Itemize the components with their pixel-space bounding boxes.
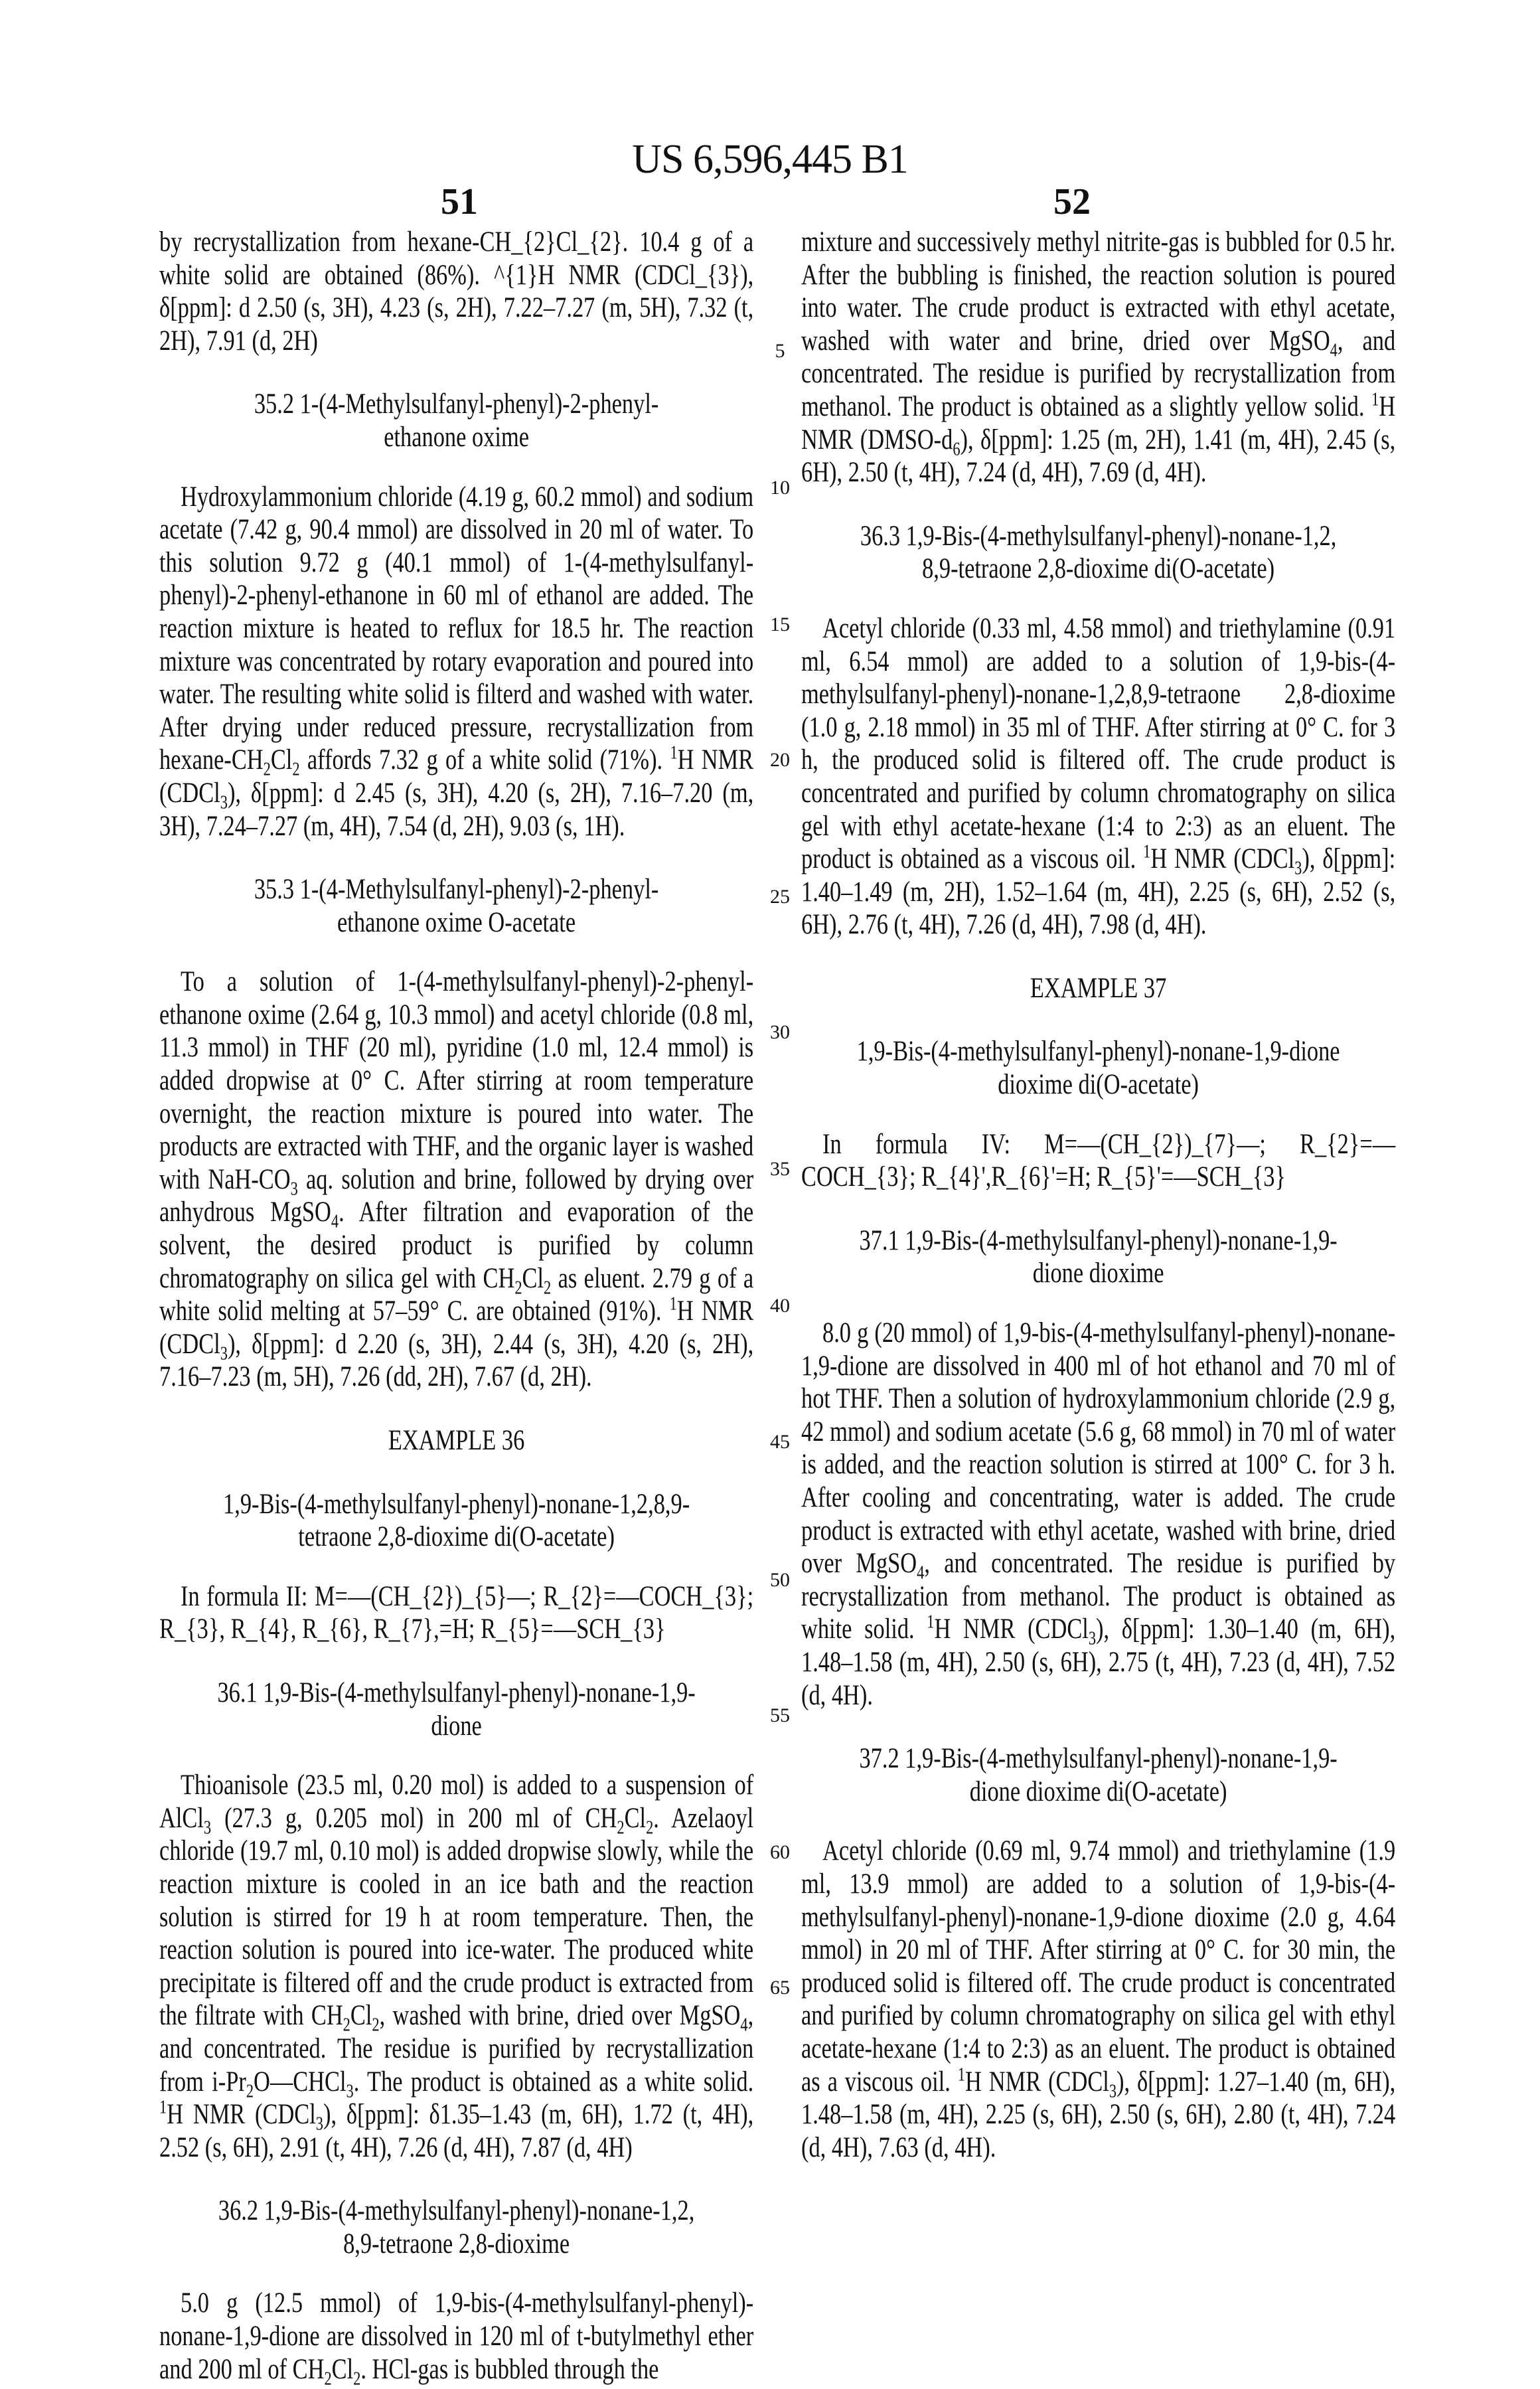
heading-line: 37.1 1,9-Bis-(4-methylsulfanyl-phenyl)-nonane-1,9- (801, 1224, 1395, 1258)
line-number: 55 (767, 1704, 793, 1727)
heading-line: 37.2 1,9-Bis-(4-methylsulfanyl-phenyl)-nonane-1,9- (801, 1742, 1395, 1775)
heading-line: 35.3 1-(4-Methylsulfanyl-phenyl)-2-phenyl- (159, 873, 753, 906)
paragraph: 8.0 g (20 mmol) of 1,9-bis-(4-methylsulfanyl-phenyl)-nonane-1,9-dione are dissolved in 400 ml of hot ethanol and 70 ml of hot THF. Then a solution of hydroxylammonium chloride (2.9 g, 42 mmol) and sodium acetate (5.6 g, 68 mmol) in 70 ml of water is added, and the reaction solution is stirred at 100° C. for 3 h. After cooling and concentrating, water is added. The crude product is extracted with ethyl acetate, washed with brine, dried over MgSO4, and concentrated. The residue is purified by recrystallization from methanol. The product is obtained as white solid. 1H NMR (CDCl3), δ[ppm]: 1.30–1.40 (m, 6H), 1.48–1.58 (m, 4H), 2.50 (s, 6H), 2.75 (t, 4H), 7.23 (d, 4H), 7.52 (d, 4H). (801, 1317, 1395, 1712)
heading-line: tetraone 2,8-dioxime di(O-acetate) (159, 1521, 753, 1554)
heading-line: 36.2 1,9-Bis-(4-methylsulfanyl-phenyl)-nonane-1,2, (159, 2194, 753, 2228)
paragraph: mixture and successively methyl nitrite-gas is bubbled for 0.5 hr. After the bubbling is finished, the reaction solution is poured into water. The crude product is extracted with ethyl acetate, washed with water and brine, dried over MgSO4, and concentrated. The residue is purified by recrystallization from methanol. The product is obtained as a slightly yellow solid. 1H NMR (DMSO-d6), δ[ppm]: 1.25 (m, 2H), 1.41 (m, 4H), 2.45 (s, 6H), 2.50 (t, 4H), 7.24 (d, 4H), 7.69 (d, 4H). (801, 226, 1395, 489)
section-heading (159, 388, 753, 453)
heading-line: dione (159, 1710, 753, 1743)
paragraph: In formula II: M=—(CH_{2})_{5}—; R_{2}=—COCH_{3}; R_{3}, R_{4}, R_{6}, R_{7},=H; R_{5}=—SCH_{3} (159, 1580, 753, 1646)
paragraph: Hydroxylammonium chloride (4.19 g, 60.2 mmol) and sodium acetate (7.42 g, 90.4 mmol) are dissolved in 20 ml of water. To this solution 9.72 g (40.1 mmol) of 1-(4-methylsulfanyl-phenyl)-2-phenyl-ethanone in 60 ml of ethanol are added. The reaction mixture is heated to reflux for 18.5 hr. The reaction mixture was concentrated by rotary evaporation and poured into water. The resulting white solid is filterd and washed with water. After drying under reduced pressure, recrystallization from hexane-CH2Cl2 affords 7.32 g of a white solid (71%). 1H NMR (CDCl3), δ[ppm]: d 2.45 (s, 3H), 4.20 (s, 2H), 7.16–7.20 (m, 3H), 7.24–7.27 (m, 4H), 7.54 (d, 2H), 9.03 (s, 1H). (159, 481, 753, 843)
heading-line: 36.3 1,9-Bis-(4-methylsulfanyl-phenyl)-nonane-1,2, (801, 520, 1395, 553)
example-heading (801, 972, 1395, 1005)
right-column (801, 226, 1395, 2164)
section-heading (159, 1488, 753, 1554)
page-number-right: 52 (1006, 181, 1138, 223)
line-number: 20 (767, 749, 793, 772)
heading-line: dione dioxime di(O-acetate) (801, 1775, 1395, 1809)
line-number: 45 (767, 1431, 793, 1453)
line-number: 60 (767, 1841, 793, 1864)
section-heading (801, 520, 1395, 586)
line-number: 40 (767, 1295, 793, 1317)
left-column (159, 226, 753, 2386)
heading-line: 36.1 1,9-Bis-(4-methylsulfanyl-phenyl)-nonane-1,9- (159, 1677, 753, 1710)
heading-line: ethanone oxime O-acetate (159, 906, 753, 940)
paragraph: To a solution of 1-(4-methylsulfanyl-phenyl)-2-phenyl-ethanone oxime (2.64 g, 10.3 mmol) and acetyl chloride (0.8 ml, 11.3 mmol) in THF (20 ml), pyridine (1.0 ml, 12.4 mmol) is added dropwise at 0° C. After stirring at room temperature overnight, the reaction mixture is poured into water. The products are extracted with THF, and the organic layer is washed with NaH-CO3 aq. solution and brine, followed by drying over anhydrous MgSO4. After filtration and evaporation of the solvent, the desired product is purified by column chromatography on silica gel with CH2Cl2 as eluent. 2.79 g of a white solid melting at 57–59° C. are obtained (91%). 1H NMR (CDCl3), δ[ppm]: d 2.20 (s, 3H), 2.44 (s, 3H), 4.20 (s, 2H), 7.16–7.23 (m, 5H), 7.26 (dd, 2H), 7.67 (d, 2H). (159, 965, 753, 1394)
heading-line: EXAMPLE 36 (159, 1424, 753, 1457)
section-heading (159, 2194, 753, 2260)
paragraph: In formula IV: M=—(CH_{2})_{7}—; R_{2}=—COCH_{3}; R_{4}',R_{6}'=H; R_{5}'=—SCH_{3} (801, 1128, 1395, 1194)
page-number-left: 51 (393, 181, 526, 223)
paragraph: Thioanisole (23.5 ml, 0.20 mol) is added to a suspension of AlCl3 (27.3 g, 0.205 mol) in 200 ml of CH2Cl2. Azelaoyl chloride (19.7 ml, 0.10 mol) is added dropwise slowly, while the reaction mixture is cooled in an ice bath and the reaction solution is stirred for 19 h at room temperature. Then, the reaction solution is poured into ice-water. The produced white precipitate is filtered off and the crude product is extracted from the filtrate with CH2Cl2, washed with brine, dried over MgSO4, and concentrated. The residue is purified by recrystallization from i-Pr2O—CHCl3. The product is obtained as a white solid. 1H NMR (CDCl3), δ[ppm]: δ1.35–1.43 (m, 6H), 1.72 (t, 4H), 2.52 (s, 6H), 2.91 (t, 4H), 7.26 (d, 4H), 7.87 (d, 4H) (159, 1769, 753, 2164)
patent-number: US 6,596,445 B1 (0, 136, 1540, 183)
section-heading (801, 1224, 1395, 1290)
heading-line: 35.2 1-(4-Methylsulfanyl-phenyl)-2-phenyl- (159, 388, 753, 421)
line-number: 25 (767, 886, 793, 908)
heading-line: 8,9-tetraone 2,8-dioxime di(O-acetate) (801, 552, 1395, 586)
line-number: 65 (767, 1977, 793, 1999)
heading-line: ethanone oxime (159, 421, 753, 454)
line-number: 50 (767, 1569, 793, 1592)
heading-line: dione dioxime (801, 1257, 1395, 1290)
paragraph: Acetyl chloride (0.69 ml, 9.74 mmol) and triethylamine (1.9 ml, 13.9 mmol) are added to a solution of 1,9-bis-(4-methylsulfanyl-phenyl)-nonane-1,9-dione dioxime (2.0 g, 4.64 mmol) in 20 ml of THF. After stirring at 0° C. for 30 min, the produced solid is filtered off. The crude product is concentrated and purified by column chromatography on silica gel with ethyl acetate-hexane (1:4 to 2:3) as an eluent. The product is obtained as a viscous oil. 1H NMR (CDCl3), δ[ppm]: 1.27–1.40 (m, 6H), 1.48–1.58 (m, 4H), 2.25 (s, 6H), 2.50 (s, 6H), 2.80 (t, 4H), 7.24 (d, 4H), 7.63 (d, 4H). (801, 1835, 1395, 2164)
section-heading (159, 873, 753, 939)
section-heading (801, 1035, 1395, 1101)
line-number: 35 (767, 1158, 793, 1181)
line-number: 5 (767, 340, 793, 363)
paragraph: 5.0 g (12.5 mmol) of 1,9-bis-(4-methylsulfanyl-phenyl)-nonane-1,9-dione are dissolved in 120 ml of t-butylmethyl ether and 200 ml of CH2Cl2. HCl-gas is bubbled through the (159, 2287, 753, 2386)
paragraph: Acetyl chloride (0.33 ml, 4.58 mmol) and triethylamine (0.91 ml, 6.54 mmol) are added to a solution of 1,9-bis-(4-methylsulfanyl-phenyl)-nonane-1,2,8,9-tetraone 2,8-dioxime (1.0 g, 2.18 mmol) in 35 ml of THF. After stirring at 0° C. for 3 h, the produced solid is filtered off. The crude product is concentrated and purified by column chromatography on silica gel with ethyl acetate-hexane (1:4 to 2:3) as an eluent. The product is obtained as a viscous oil. 1H NMR (CDCl3), δ[ppm]: 1.40–1.49 (m, 2H), 1.52–1.64 (m, 4H), 2.25 (s, 6H), 2.52 (s, 6H), 2.76 (t, 4H), 7.26 (d, 4H), 7.98 (d, 4H). (801, 612, 1395, 942)
line-number: 10 (767, 477, 793, 499)
heading-line: 1,9-Bis-(4-methylsulfanyl-phenyl)-nonane-1,9-dione (801, 1035, 1395, 1068)
section-heading (159, 1677, 753, 1742)
heading-line: EXAMPLE 37 (801, 972, 1395, 1005)
line-number: 15 (767, 614, 793, 636)
paragraph: by recrystallization from hexane-CH_{2}Cl_{2}. 10.4 g of a white solid are obtained (86%). ^{1}H NMR (CDCl_{3}), δ[ppm]: d 2.50 (s, 3H), 4.23 (s, 2H), 7.22–7.27 (m, 5H), 7.32 (t, 2H), 7.91 (d, 2H) (159, 226, 753, 357)
heading-line: 1,9-Bis-(4-methylsulfanyl-phenyl)-nonane-1,2,8,9- (159, 1488, 753, 1521)
line-number: 30 (767, 1021, 793, 1044)
section-heading (801, 1742, 1395, 1808)
heading-line: 8,9-tetraone 2,8-dioxime (159, 2228, 753, 2261)
example-heading (159, 1424, 753, 1457)
heading-line: dioxime di(O-acetate) (801, 1068, 1395, 1102)
